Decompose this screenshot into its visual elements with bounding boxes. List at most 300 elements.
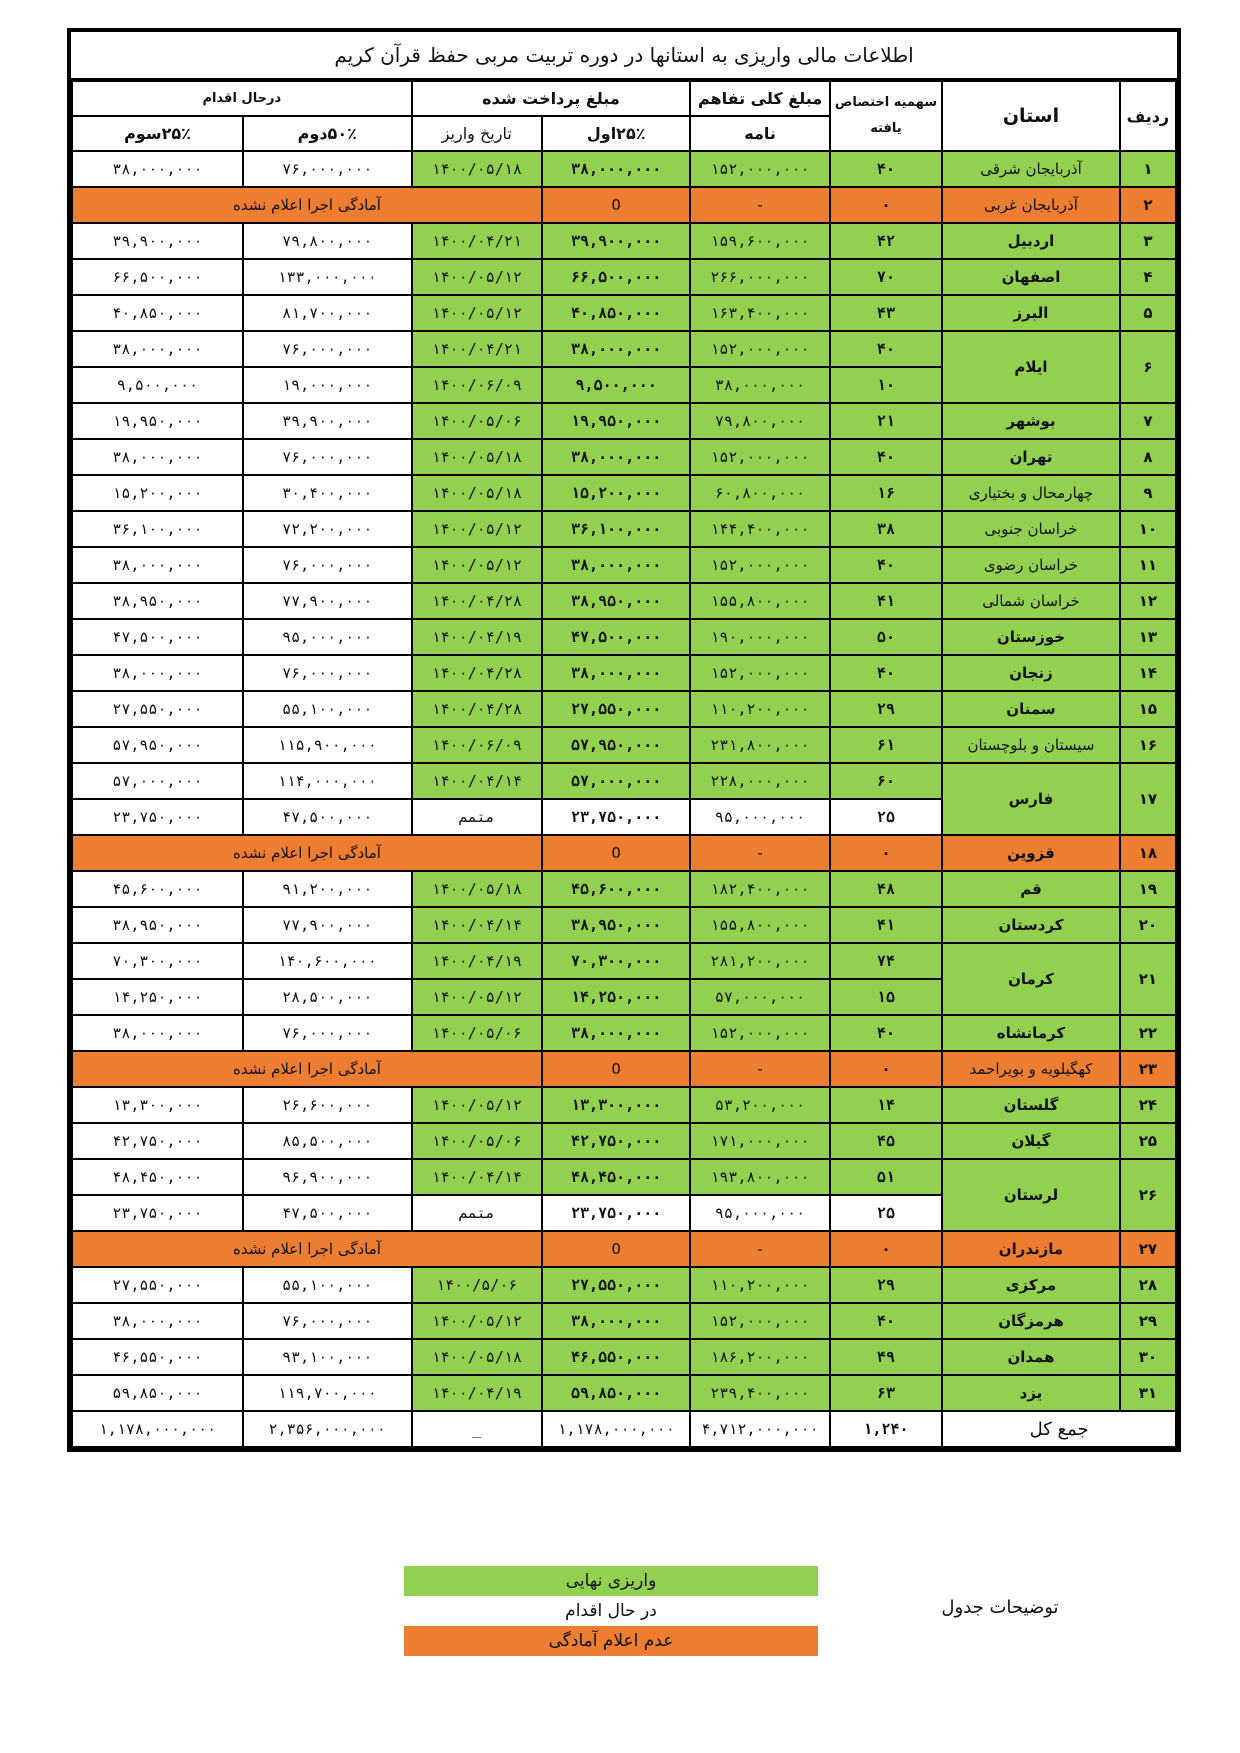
agreement-amount: ۱۵۲,۰۰۰,۰۰۰ bbox=[690, 655, 829, 691]
allocated-share: ۱۵ bbox=[830, 979, 942, 1015]
agreement-amount: ۱۱۰,۲۰۰,۰۰۰ bbox=[690, 691, 829, 727]
header-paid-group: مبلغ پرداخت شده bbox=[412, 81, 691, 116]
allocated-share: ۶۱ bbox=[830, 727, 942, 763]
first-installment: 0 bbox=[542, 187, 690, 223]
second-installment: ۷۷,۹۰۰,۰۰۰ bbox=[243, 583, 412, 619]
total-third: ۱,۱۷۸,۰۰۰,۰۰۰ bbox=[72, 1411, 243, 1447]
agreement-amount: ۱۵۲,۰۰۰,۰۰۰ bbox=[690, 1015, 829, 1051]
table-row bbox=[72, 655, 1176, 691]
agreement-amount: ۱۵۲,۰۰۰,۰۰۰ bbox=[690, 547, 829, 583]
total-label: جمع کل bbox=[942, 1411, 1176, 1447]
deposit-date: ۱۴۰۰/۰۶/۰۹ bbox=[412, 727, 542, 763]
agreement-amount: - bbox=[690, 187, 829, 223]
allocated-share: ۴۹ bbox=[830, 1339, 942, 1375]
table-row bbox=[72, 871, 1176, 907]
third-installment: ۴۲,۷۵۰,۰۰۰ bbox=[72, 1123, 243, 1159]
third-installment: ۱۴,۲۵۰,۰۰۰ bbox=[72, 979, 243, 1015]
third-installment: ۵۷,۹۵۰,۰۰۰ bbox=[72, 727, 243, 763]
allocated-share: ۳۸ bbox=[830, 511, 942, 547]
first-installment: ۴۸,۴۵۰,۰۰۰ bbox=[542, 1159, 690, 1195]
first-installment: ۵۹,۸۵۰,۰۰۰ bbox=[542, 1375, 690, 1411]
agreement-amount: ۱۸۶,۲۰۰,۰۰۰ bbox=[690, 1339, 829, 1375]
agreement-amount: ۱۵۵,۸۰۰,۰۰۰ bbox=[690, 907, 829, 943]
table-row bbox=[72, 187, 1176, 223]
first-installment: ۱۹,۹۵۰,۰۰۰ bbox=[542, 403, 690, 439]
first-installment: 0 bbox=[542, 1051, 690, 1087]
deposit-date: ۱۴۰۰/۰۵/۱۲ bbox=[412, 979, 542, 1015]
province-name: آذربایجان غربی bbox=[942, 187, 1120, 223]
table-row bbox=[72, 1375, 1176, 1411]
first-installment: ۳۸,۰۰۰,۰۰۰ bbox=[542, 331, 690, 367]
allocated-share: ۴۸ bbox=[830, 871, 942, 907]
payments-table bbox=[71, 80, 1177, 1448]
status-not-ready: آمادگی اجرا اعلام نشده bbox=[72, 1231, 542, 1267]
header-row-number: ردیف bbox=[1120, 81, 1176, 151]
province-name: خراسان رضوی bbox=[942, 547, 1120, 583]
header-share: سهمیه اختصاص یافته bbox=[830, 81, 942, 151]
third-installment: ۴۰,۸۵۰,۰۰۰ bbox=[72, 295, 243, 331]
province-name: سمنان bbox=[942, 691, 1120, 727]
third-installment: ۳۸,۰۰۰,۰۰۰ bbox=[72, 331, 243, 367]
table-row bbox=[72, 295, 1176, 331]
third-installment: ۵۹,۸۵۰,۰۰۰ bbox=[72, 1375, 243, 1411]
header-third-installment: ۲۵٪سوم bbox=[72, 116, 243, 151]
province-name: اردبیل bbox=[942, 223, 1120, 259]
total-row bbox=[72, 1411, 1176, 1447]
first-installment: ۲۷,۵۵۰,۰۰۰ bbox=[542, 691, 690, 727]
first-installment: ۶۶,۵۰۰,۰۰۰ bbox=[542, 259, 690, 295]
second-installment: ۹۵,۰۰۰,۰۰۰ bbox=[243, 619, 412, 655]
province-name: لرستان bbox=[942, 1159, 1120, 1231]
header-inprogress-group: درحال اقدام bbox=[72, 81, 412, 116]
first-installment: ۳۸,۰۰۰,۰۰۰ bbox=[542, 151, 690, 187]
agreement-amount: ۵۷,۰۰۰,۰۰۰ bbox=[690, 979, 829, 1015]
first-installment: ۳۸,۰۰۰,۰۰۰ bbox=[542, 655, 690, 691]
first-installment: ۳۸,۰۰۰,۰۰۰ bbox=[542, 1015, 690, 1051]
table-row bbox=[72, 439, 1176, 475]
first-installment: ۳۶,۱۰۰,۰۰۰ bbox=[542, 511, 690, 547]
header-agreement: مبلغ کلی تفاهم bbox=[690, 81, 829, 116]
third-installment: ۲۳,۷۵۰,۰۰۰ bbox=[72, 1195, 243, 1231]
first-installment: 0 bbox=[542, 835, 690, 871]
third-installment: ۳۶,۱۰۰,۰۰۰ bbox=[72, 511, 243, 547]
table-row bbox=[72, 1087, 1176, 1123]
report-sheet bbox=[67, 28, 1181, 1452]
second-installment: ۸۵,۵۰۰,۰۰۰ bbox=[243, 1123, 412, 1159]
table-row bbox=[72, 1051, 1176, 1087]
third-installment: ۱۹,۹۵۰,۰۰۰ bbox=[72, 403, 243, 439]
province-name: مازندران bbox=[942, 1231, 1120, 1267]
total-first: ۱,۱۷۸,۰۰۰,۰۰۰ bbox=[542, 1411, 690, 1447]
row-number: ۲۱ bbox=[1120, 943, 1176, 1015]
province-name: گیلان bbox=[942, 1123, 1120, 1159]
third-installment: ۳۸,۹۵۰,۰۰۰ bbox=[72, 583, 243, 619]
second-installment: ۲۸,۵۰۰,۰۰۰ bbox=[243, 979, 412, 1015]
third-installment: ۱۳,۳۰۰,۰۰۰ bbox=[72, 1087, 243, 1123]
deposit-date: ۱۴۰۰/۰۴/۱۴ bbox=[412, 763, 542, 799]
table-row bbox=[72, 331, 1176, 367]
row-number: ۱۳ bbox=[1120, 619, 1176, 655]
first-installment: ۵۷,۹۵۰,۰۰۰ bbox=[542, 727, 690, 763]
province-name: البرز bbox=[942, 295, 1120, 331]
table-row bbox=[72, 1267, 1176, 1303]
table-row bbox=[72, 151, 1176, 187]
first-installment: ۳۸,۰۰۰,۰۰۰ bbox=[542, 547, 690, 583]
allocated-share: ۵۰ bbox=[830, 619, 942, 655]
deposit-date: ۱۴۰۰/۰۵/۱۸ bbox=[412, 475, 542, 511]
allocated-share: ۴۱ bbox=[830, 907, 942, 943]
agreement-amount: ۱۴۴,۴۰۰,۰۰۰ bbox=[690, 511, 829, 547]
row-number: ۳ bbox=[1120, 223, 1176, 259]
allocated-share: ۲۵ bbox=[830, 799, 942, 835]
deposit-date: ۱۴۰۰/۰۵/۰۶ bbox=[412, 1123, 542, 1159]
second-installment: ۲۶,۶۰۰,۰۰۰ bbox=[243, 1087, 412, 1123]
legend-progress-swatch: در حال اقدام bbox=[404, 1596, 818, 1626]
second-installment: ۸۱,۷۰۰,۰۰۰ bbox=[243, 295, 412, 331]
third-installment: ۲۷,۵۵۰,۰۰۰ bbox=[72, 1267, 243, 1303]
allocated-share: ۴۰ bbox=[830, 547, 942, 583]
legend-final-swatch: واریزی نهایی bbox=[404, 1566, 818, 1596]
first-installment: ۲۷,۵۵۰,۰۰۰ bbox=[542, 1267, 690, 1303]
row-number: ۲۲ bbox=[1120, 1015, 1176, 1051]
third-installment: ۵۷,۰۰۰,۰۰۰ bbox=[72, 763, 243, 799]
agreement-amount: ۳۸,۰۰۰,۰۰۰ bbox=[690, 367, 829, 403]
deposit-date: ۱۴۰۰/۰۶/۰۹ bbox=[412, 367, 542, 403]
total-share: ۱,۲۴۰ bbox=[830, 1411, 942, 1447]
table-row bbox=[72, 619, 1176, 655]
agreement-amount: ۱۹۰,۰۰۰,۰۰۰ bbox=[690, 619, 829, 655]
first-installment: ۴۵,۶۰۰,۰۰۰ bbox=[542, 871, 690, 907]
table-row bbox=[72, 1339, 1176, 1375]
third-installment: ۶۶,۵۰۰,۰۰۰ bbox=[72, 259, 243, 295]
deposit-date: ۱۴۰۰/۰۵/۱۸ bbox=[412, 1339, 542, 1375]
agreement-amount: - bbox=[690, 835, 829, 871]
row-number: ۲۰ bbox=[1120, 907, 1176, 943]
row-number: ۱۴ bbox=[1120, 655, 1176, 691]
agreement-amount: ۶۰,۸۰۰,۰۰۰ bbox=[690, 475, 829, 511]
allocated-share: ۷۴ bbox=[830, 943, 942, 979]
allocated-share: ۴۰ bbox=[830, 1303, 942, 1339]
total-date: _ bbox=[412, 1411, 542, 1447]
report-title: اطلاعات مالی واریزی به استانها در دوره تربیت مربی حفظ قرآن کریم bbox=[71, 32, 1177, 80]
first-installment: ۲۳,۷۵۰,۰۰۰ bbox=[542, 1195, 690, 1231]
first-installment: ۳۸,۰۰۰,۰۰۰ bbox=[542, 439, 690, 475]
row-number: ۲۳ bbox=[1120, 1051, 1176, 1087]
second-installment: ۳۹,۹۰۰,۰۰۰ bbox=[243, 403, 412, 439]
second-installment: ۷۶,۰۰۰,۰۰۰ bbox=[243, 1015, 412, 1051]
third-installment: ۲۳,۷۵۰,۰۰۰ bbox=[72, 799, 243, 835]
province-name: گلستان bbox=[942, 1087, 1120, 1123]
province-name: زنجان bbox=[942, 655, 1120, 691]
province-name: قم bbox=[942, 871, 1120, 907]
second-installment: ۱۱۵,۹۰۰,۰۰۰ bbox=[243, 727, 412, 763]
agreement-amount: ۱۸۲,۴۰۰,۰۰۰ bbox=[690, 871, 829, 907]
first-installment: ۴۰,۸۵۰,۰۰۰ bbox=[542, 295, 690, 331]
table-row bbox=[72, 1015, 1176, 1051]
province-name: همدان bbox=[942, 1339, 1120, 1375]
first-installment: ۴۲,۷۵۰,۰۰۰ bbox=[542, 1123, 690, 1159]
row-number: ۴ bbox=[1120, 259, 1176, 295]
third-installment: ۳۸,۰۰۰,۰۰۰ bbox=[72, 1303, 243, 1339]
third-installment: ۳۸,۰۰۰,۰۰۰ bbox=[72, 1015, 243, 1051]
deposit-date: متمم bbox=[412, 1195, 542, 1231]
header-second-installment: ۵۰٪دوم bbox=[243, 116, 412, 151]
status-not-ready: آمادگی اجرا اعلام نشده bbox=[72, 187, 542, 223]
row-number: ۱۶ bbox=[1120, 727, 1176, 763]
row-number: ۱۲ bbox=[1120, 583, 1176, 619]
allocated-share: ۷۰ bbox=[830, 259, 942, 295]
province-name: آذربایجان شرقی bbox=[942, 151, 1120, 187]
allocated-share: ۲۹ bbox=[830, 1267, 942, 1303]
allocated-share: ۴۰ bbox=[830, 331, 942, 367]
table-row bbox=[72, 835, 1176, 871]
table-row bbox=[72, 511, 1176, 547]
allocated-share: ۶۳ bbox=[830, 1375, 942, 1411]
row-number: ۵ bbox=[1120, 295, 1176, 331]
header-agreement-line2: نامه bbox=[690, 116, 829, 151]
agreement-amount: ۱۵۲,۰۰۰,۰۰۰ bbox=[690, 439, 829, 475]
first-installment: 0 bbox=[542, 1231, 690, 1267]
deposit-date: ۱۴۰۰/۰۴/۱۴ bbox=[412, 907, 542, 943]
agreement-amount: ۱۵۲,۰۰۰,۰۰۰ bbox=[690, 331, 829, 367]
row-number: ۳۱ bbox=[1120, 1375, 1176, 1411]
row-number: ۲۹ bbox=[1120, 1303, 1176, 1339]
first-installment: ۵۷,۰۰۰,۰۰۰ bbox=[542, 763, 690, 799]
allocated-share: ۰ bbox=[830, 1051, 942, 1087]
table-row bbox=[72, 727, 1176, 763]
third-installment: ۴۵,۶۰۰,۰۰۰ bbox=[72, 871, 243, 907]
allocated-share: ۴۵ bbox=[830, 1123, 942, 1159]
table-row bbox=[72, 1231, 1176, 1267]
province-name: کردستان bbox=[942, 907, 1120, 943]
row-number: ۳۰ bbox=[1120, 1339, 1176, 1375]
second-installment: ۷۶,۰۰۰,۰۰۰ bbox=[243, 439, 412, 475]
row-number: ۲ bbox=[1120, 187, 1176, 223]
third-installment: ۴۷,۵۰۰,۰۰۰ bbox=[72, 619, 243, 655]
deposit-date: ۱۴۰۰/۵/۰۶ bbox=[412, 1267, 542, 1303]
third-installment: ۳۸,۰۰۰,۰۰۰ bbox=[72, 547, 243, 583]
third-installment: ۴۶,۵۵۰,۰۰۰ bbox=[72, 1339, 243, 1375]
second-installment: ۷۲,۲۰۰,۰۰۰ bbox=[243, 511, 412, 547]
row-number: ۲۶ bbox=[1120, 1159, 1176, 1231]
allocated-share: ۱۶ bbox=[830, 475, 942, 511]
deposit-date: ۱۴۰۰/۰۵/۱۲ bbox=[412, 547, 542, 583]
first-installment: ۲۳,۷۵۰,۰۰۰ bbox=[542, 799, 690, 835]
second-installment: ۳۰,۴۰۰,۰۰۰ bbox=[243, 475, 412, 511]
allocated-share: ۲۵ bbox=[830, 1195, 942, 1231]
deposit-date: ۱۴۰۰/۰۵/۱۲ bbox=[412, 259, 542, 295]
allocated-share: ۴۰ bbox=[830, 151, 942, 187]
second-installment: ۷۶,۰۰۰,۰۰۰ bbox=[243, 1303, 412, 1339]
second-installment: ۷۶,۰۰۰,۰۰۰ bbox=[243, 151, 412, 187]
header-first-installment: ۲۵٪اول bbox=[542, 116, 690, 151]
third-installment: ۴۸,۴۵۰,۰۰۰ bbox=[72, 1159, 243, 1195]
agreement-amount: - bbox=[690, 1231, 829, 1267]
deposit-date: ۱۴۰۰/۰۵/۱۲ bbox=[412, 511, 542, 547]
first-installment: ۳۹,۹۰۰,۰۰۰ bbox=[542, 223, 690, 259]
deposit-date: ۱۴۰۰/۰۴/۱۹ bbox=[412, 619, 542, 655]
province-name: بوشهر bbox=[942, 403, 1120, 439]
first-installment: ۴۶,۵۵۰,۰۰۰ bbox=[542, 1339, 690, 1375]
allocated-share: ۰ bbox=[830, 1231, 942, 1267]
third-installment: ۳۹,۹۰۰,۰۰۰ bbox=[72, 223, 243, 259]
table-row bbox=[72, 583, 1176, 619]
deposit-date: ۱۴۰۰/۰۴/۲۱ bbox=[412, 223, 542, 259]
first-installment: ۱۴,۲۵۰,۰۰۰ bbox=[542, 979, 690, 1015]
status-not-ready: آمادگی اجرا اعلام نشده bbox=[72, 835, 542, 871]
second-installment: ۱۱۹,۷۰۰,۰۰۰ bbox=[243, 1375, 412, 1411]
row-number: ۱۷ bbox=[1120, 763, 1176, 835]
second-installment: ۷۶,۰۰۰,۰۰۰ bbox=[243, 655, 412, 691]
legend-label: توضیحات جدول bbox=[941, 1597, 1059, 1618]
allocated-share: ۶۰ bbox=[830, 763, 942, 799]
header-deposit-date: تاریخ واریز bbox=[412, 116, 542, 151]
province-name: خراسان شمالی bbox=[942, 583, 1120, 619]
deposit-date: ۱۴۰۰/۰۴/۲۸ bbox=[412, 655, 542, 691]
table-row bbox=[72, 1123, 1176, 1159]
table-body bbox=[72, 151, 1176, 1447]
deposit-date: ۱۴۰۰/۰۵/۱۲ bbox=[412, 295, 542, 331]
row-number: ۸ bbox=[1120, 439, 1176, 475]
total-second: ۲,۳۵۶,۰۰۰,۰۰۰ bbox=[243, 1411, 412, 1447]
first-installment: ۳۸,۰۰۰,۰۰۰ bbox=[542, 1303, 690, 1339]
agreement-amount: ۲۶۶,۰۰۰,۰۰۰ bbox=[690, 259, 829, 295]
second-installment: ۱۳۳,۰۰۰,۰۰۰ bbox=[243, 259, 412, 295]
province-name: اصفهان bbox=[942, 259, 1120, 295]
agreement-amount: ۵۳,۲۰۰,۰۰۰ bbox=[690, 1087, 829, 1123]
allocated-share: ۵۱ bbox=[830, 1159, 942, 1195]
third-installment: ۷۰,۳۰۰,۰۰۰ bbox=[72, 943, 243, 979]
row-number: ۱۸ bbox=[1120, 835, 1176, 871]
third-installment: ۹,۵۰۰,۰۰۰ bbox=[72, 367, 243, 403]
allocated-share: ۰ bbox=[830, 835, 942, 871]
allocated-share: ۴۳ bbox=[830, 295, 942, 331]
second-installment: ۱۴۰,۶۰۰,۰۰۰ bbox=[243, 943, 412, 979]
allocated-share: ۱۰ bbox=[830, 367, 942, 403]
allocated-share: ۱۴ bbox=[830, 1087, 942, 1123]
agreement-amount: - bbox=[690, 1051, 829, 1087]
deposit-date: ۱۴۰۰/۰۵/۱۸ bbox=[412, 871, 542, 907]
province-name: کرمانشاه bbox=[942, 1015, 1120, 1051]
row-number: ۱۵ bbox=[1120, 691, 1176, 727]
allocated-share: ۴۲ bbox=[830, 223, 942, 259]
third-installment: ۲۷,۵۵۰,۰۰۰ bbox=[72, 691, 243, 727]
province-name: هرمزگان bbox=[942, 1303, 1120, 1339]
third-installment: ۳۸,۰۰۰,۰۰۰ bbox=[72, 439, 243, 475]
first-installment: ۹,۵۰۰,۰۰۰ bbox=[542, 367, 690, 403]
second-installment: ۹۶,۹۰۰,۰۰۰ bbox=[243, 1159, 412, 1195]
agreement-amount: ۷۹,۸۰۰,۰۰۰ bbox=[690, 403, 829, 439]
agreement-amount: ۲۳۱,۸۰۰,۰۰۰ bbox=[690, 727, 829, 763]
first-installment: ۷۰,۳۰۰,۰۰۰ bbox=[542, 943, 690, 979]
row-number: ۱۱ bbox=[1120, 547, 1176, 583]
table-row bbox=[72, 475, 1176, 511]
agreement-amount: ۱۱۰,۲۰۰,۰۰۰ bbox=[690, 1267, 829, 1303]
agreement-amount: ۲۸۱,۲۰۰,۰۰۰ bbox=[690, 943, 829, 979]
row-number: ۹ bbox=[1120, 475, 1176, 511]
second-installment: ۷۷,۹۰۰,۰۰۰ bbox=[243, 907, 412, 943]
agreement-amount: ۱۵۵,۸۰۰,۰۰۰ bbox=[690, 583, 829, 619]
table-row bbox=[72, 223, 1176, 259]
table-row bbox=[72, 943, 1176, 979]
agreement-amount: ۱۷۱,۰۰۰,۰۰۰ bbox=[690, 1123, 829, 1159]
agreement-amount: ۲۳۹,۴۰۰,۰۰۰ bbox=[690, 1375, 829, 1411]
table-row bbox=[72, 763, 1176, 799]
table-row bbox=[72, 1303, 1176, 1339]
table-row bbox=[72, 1159, 1176, 1195]
deposit-date: ۱۴۰۰/۰۴/۱۹ bbox=[412, 943, 542, 979]
allocated-share: ۴۰ bbox=[830, 1015, 942, 1051]
deposit-date: ۱۴۰۰/۰۵/۱۸ bbox=[412, 439, 542, 475]
province-name: ایلام bbox=[942, 331, 1120, 403]
deposit-date: ۱۴۰۰/۰۴/۲۸ bbox=[412, 691, 542, 727]
allocated-share: ۲۹ bbox=[830, 691, 942, 727]
table-row bbox=[72, 259, 1176, 295]
row-number: ۱۹ bbox=[1120, 871, 1176, 907]
first-installment: ۴۷,۵۰۰,۰۰۰ bbox=[542, 619, 690, 655]
allocated-share: ۴۰ bbox=[830, 439, 942, 475]
province-name: مرکزی bbox=[942, 1267, 1120, 1303]
agreement-amount: ۹۵,۰۰۰,۰۰۰ bbox=[690, 799, 829, 835]
first-installment: ۱۳,۳۰۰,۰۰۰ bbox=[542, 1087, 690, 1123]
row-number: ۱۰ bbox=[1120, 511, 1176, 547]
third-installment: ۳۸,۰۰۰,۰۰۰ bbox=[72, 655, 243, 691]
allocated-share: ۴۰ bbox=[830, 655, 942, 691]
row-number: ۲۵ bbox=[1120, 1123, 1176, 1159]
header-province: استان bbox=[942, 81, 1120, 151]
third-installment: ۳۸,۹۵۰,۰۰۰ bbox=[72, 907, 243, 943]
table-row bbox=[72, 691, 1176, 727]
second-installment: ۷۶,۰۰۰,۰۰۰ bbox=[243, 547, 412, 583]
province-name: کهگیلویه و بویراحمد bbox=[942, 1051, 1120, 1087]
legend-notready-swatch: عدم اعلام آمادگی bbox=[404, 1626, 818, 1656]
deposit-date: ۱۴۰۰/۰۴/۱۹ bbox=[412, 1375, 542, 1411]
second-installment: ۴۷,۵۰۰,۰۰۰ bbox=[243, 799, 412, 835]
second-installment: ۹۳,۱۰۰,۰۰۰ bbox=[243, 1339, 412, 1375]
row-number: ۶ bbox=[1120, 331, 1176, 403]
table-row bbox=[72, 403, 1176, 439]
second-installment: ۱۹,۰۰۰,۰۰۰ bbox=[243, 367, 412, 403]
row-number: ۲۴ bbox=[1120, 1087, 1176, 1123]
province-name: تهران bbox=[942, 439, 1120, 475]
agreement-amount: ۱۵۲,۰۰۰,۰۰۰ bbox=[690, 1303, 829, 1339]
table-row bbox=[72, 547, 1176, 583]
second-installment: ۵۵,۱۰۰,۰۰۰ bbox=[243, 691, 412, 727]
province-name: سیستان و بلوچستان bbox=[942, 727, 1120, 763]
agreement-amount: ۱۵۹,۶۰۰,۰۰۰ bbox=[690, 223, 829, 259]
agreement-amount: ۱۶۳,۴۰۰,۰۰۰ bbox=[690, 295, 829, 331]
allocated-share: ۴۱ bbox=[830, 583, 942, 619]
status-not-ready: آمادگی اجرا اعلام نشده bbox=[72, 1051, 542, 1087]
second-installment: ۱۱۴,۰۰۰,۰۰۰ bbox=[243, 763, 412, 799]
second-installment: ۷۶,۰۰۰,۰۰۰ bbox=[243, 331, 412, 367]
row-number: ۷ bbox=[1120, 403, 1176, 439]
allocated-share: ۰ bbox=[830, 187, 942, 223]
deposit-date: ۱۴۰۰/۰۵/۰۶ bbox=[412, 1015, 542, 1051]
province-name: کرمان bbox=[942, 943, 1120, 1015]
province-name: چهارمحال و بختیاری bbox=[942, 475, 1120, 511]
total-agreement: ۴,۷۱۲,۰۰۰,۰۰۰ bbox=[690, 1411, 829, 1447]
third-installment: ۱۵,۲۰۰,۰۰۰ bbox=[72, 475, 243, 511]
third-installment: ۳۸,۰۰۰,۰۰۰ bbox=[72, 151, 243, 187]
second-installment: ۴۷,۵۰۰,۰۰۰ bbox=[243, 1195, 412, 1231]
deposit-date: ۱۴۰۰/۰۵/۱۸ bbox=[412, 151, 542, 187]
deposit-date: ۱۴۰۰/۰۴/۲۸ bbox=[412, 583, 542, 619]
province-name: فارس bbox=[942, 763, 1120, 835]
province-name: یزد bbox=[942, 1375, 1120, 1411]
agreement-amount: ۹۵,۰۰۰,۰۰۰ bbox=[690, 1195, 829, 1231]
province-name: خراسان جنوبی bbox=[942, 511, 1120, 547]
